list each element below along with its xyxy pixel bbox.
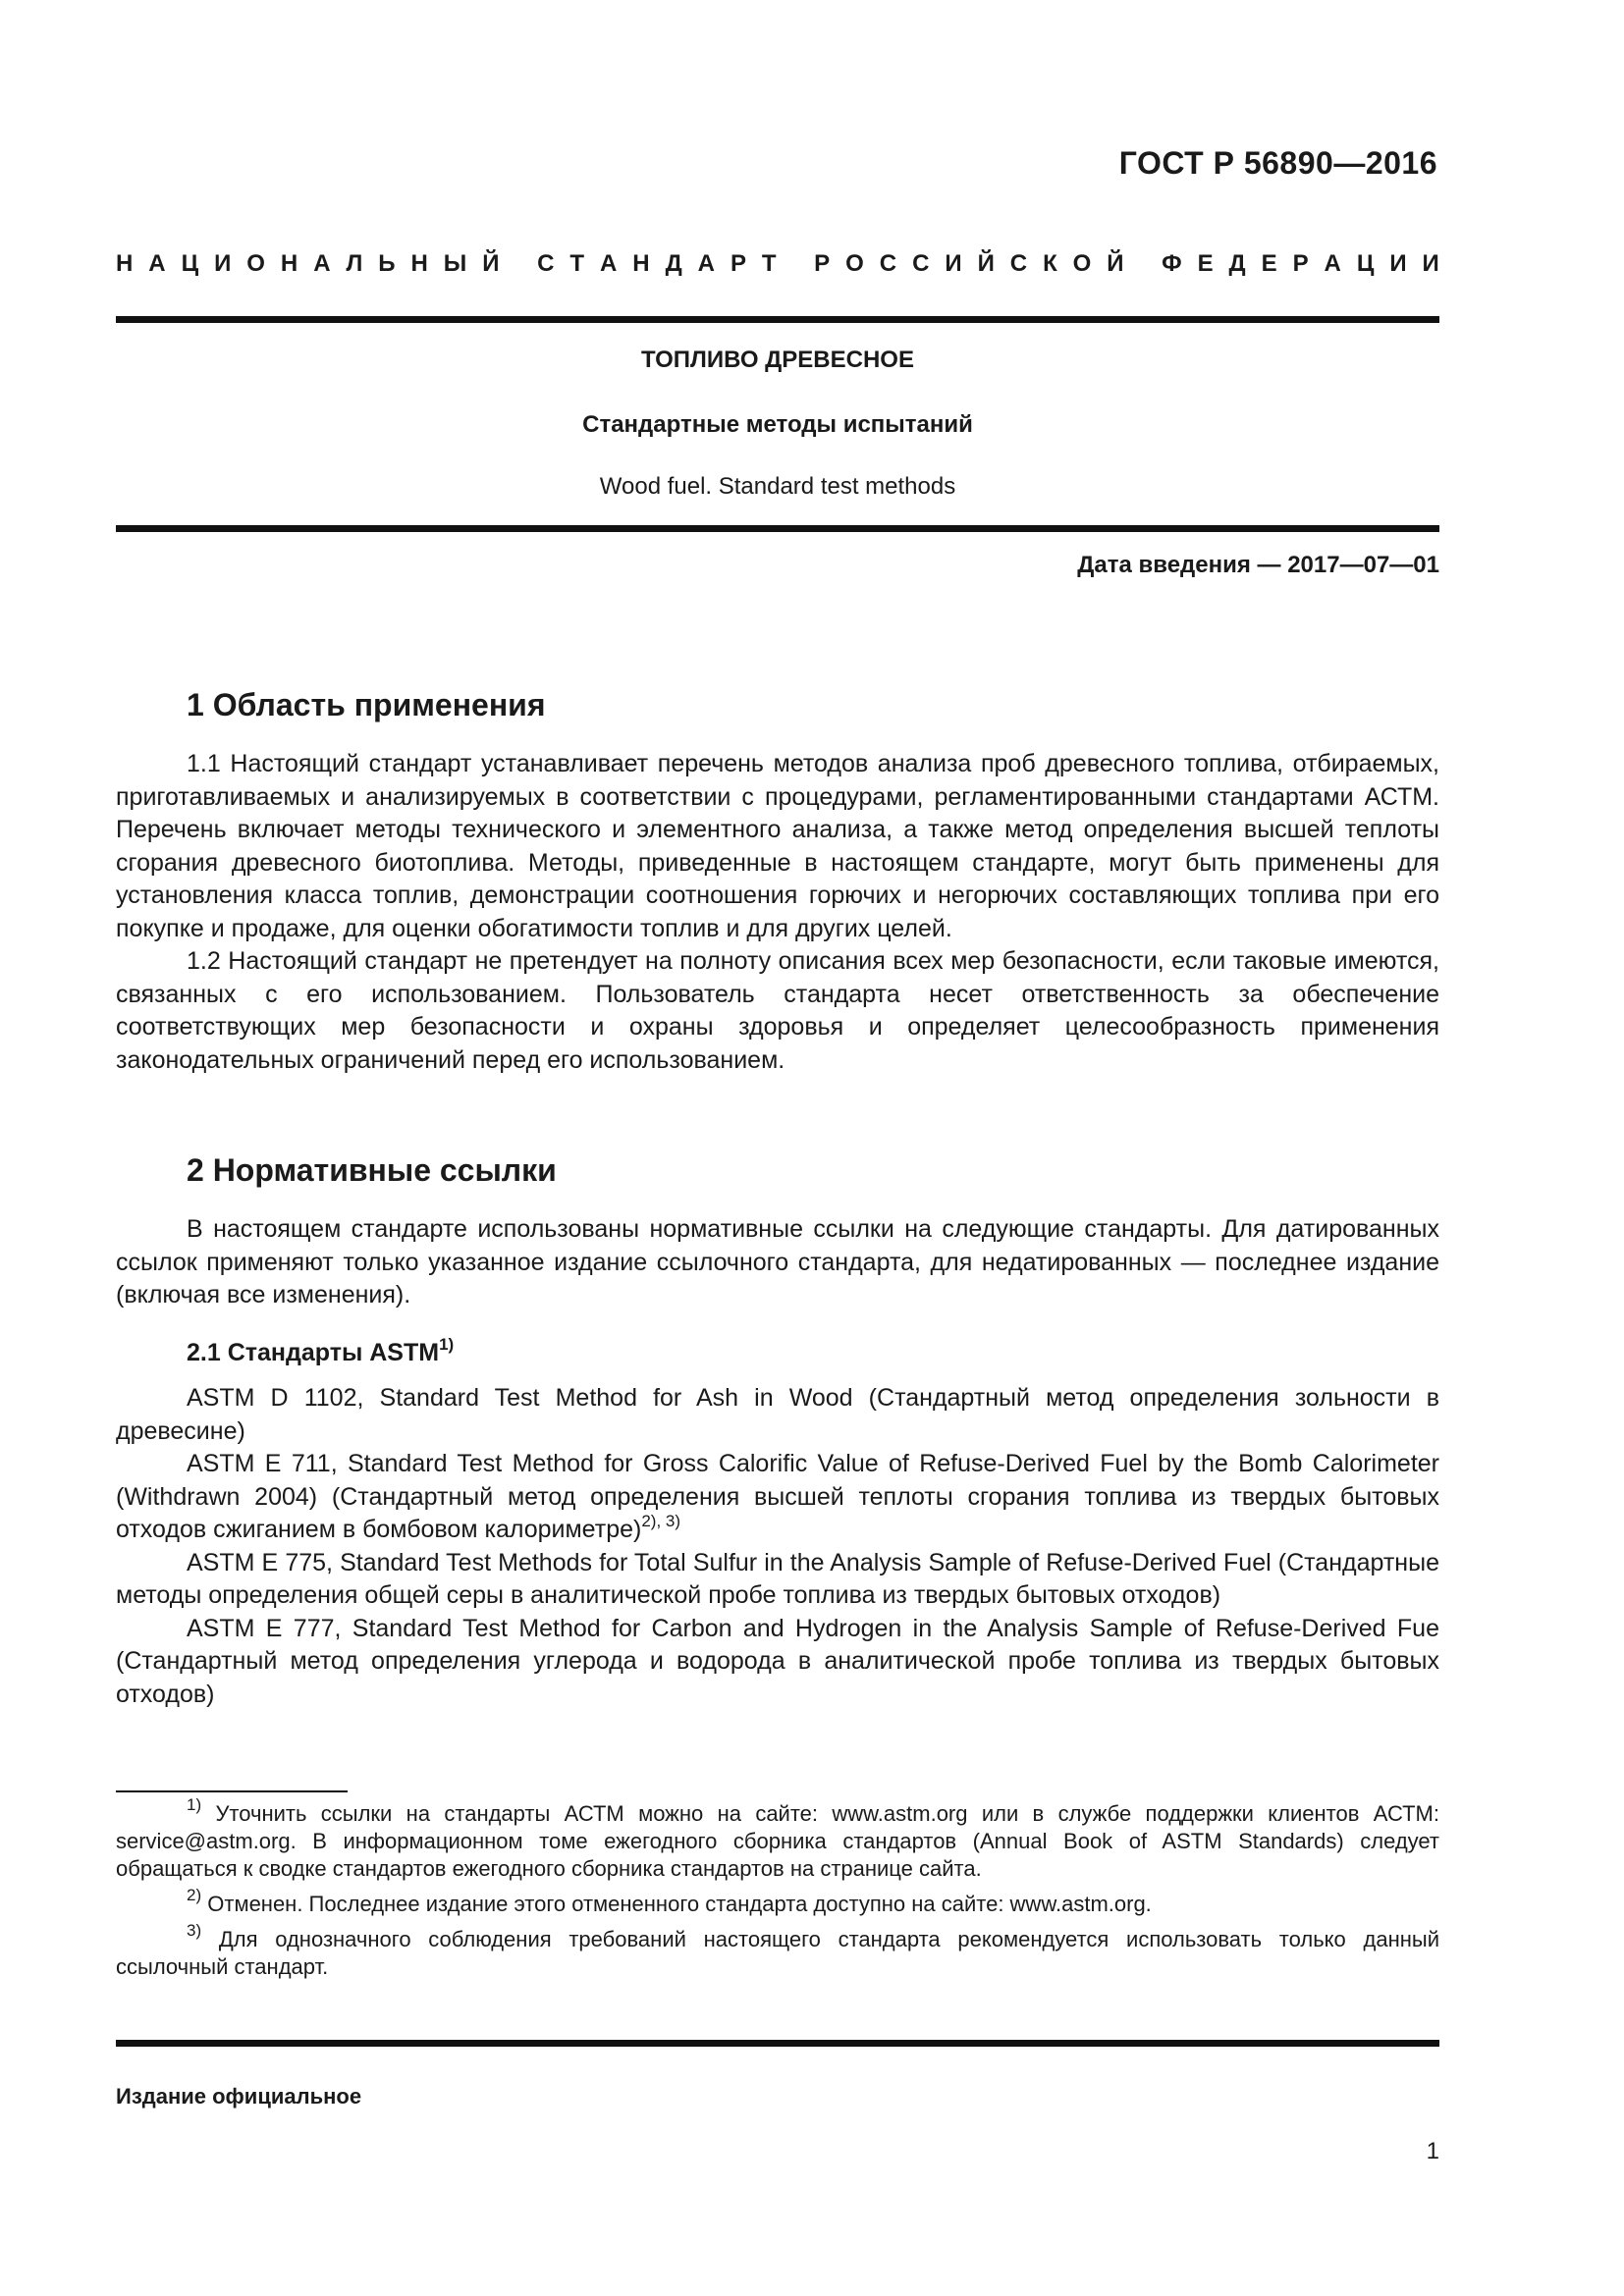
national-heading-letter: Й	[1107, 250, 1124, 277]
national-heading-letter: Ь	[378, 250, 396, 277]
paragraph-2-intro: В настоящем стандарте использованы нормативные ссылки на следующие стандарты. Для датированных ссылок применяют только указанное издание ссылочного стандарта, для недатированных — последнее издание (включая все изменения).	[116, 1215, 1439, 1308]
title-rule	[116, 525, 1439, 532]
national-heading-letter: Д	[1228, 250, 1246, 277]
national-heading-letter: Ы	[443, 250, 467, 277]
national-heading-letter: Л	[346, 250, 363, 277]
national-heading-letter: Н	[632, 250, 650, 277]
national-heading-letter: С	[537, 250, 555, 277]
document-title: ТОПЛИВО ДРЕВЕСНОЕ	[641, 347, 914, 373]
footnote-ref-1: 1)	[439, 1335, 455, 1354]
footnote-2	[116, 1886, 1439, 1918]
document-subtitle: Стандартные методы испытаний	[582, 411, 973, 438]
reference-astm-e711	[116, 1448, 1439, 1547]
reference-astm-d1102: ASTM D 1102, Standard Test Method for Ash in Wood (Стандартный метод определения зольности в древесине)	[116, 1384, 1439, 1445]
national-heading-letter: К	[1043, 250, 1057, 277]
national-heading-letter: А	[148, 250, 166, 277]
national-heading-letter: Е	[1197, 250, 1214, 277]
paragraph-1-2: 1.2 Настоящий стандарт не претендует на полноту описания всех мер безопасности, если таковые имеются, связанных с его использованием. Пользователь стандарта несет ответственность за обеспечение соответствующих мер безопасности и охраны здоровья и определяет целесообразность применения законодательных ограничений перед его использованием.	[116, 947, 1439, 1074]
footnote-ref-2-3: 2), 3)	[641, 1512, 681, 1530]
reference-astm-e711-text: ASTM E 711, Standard Test Method for Gross Calorific Value of Refuse-Derived Fuel by the Bomb Calorimeter (Withdrawn 2004) (Стандартный метод определения высшей теплоты сгорания топлива из твердых бытовых отходов сжиганием в бомбовом калориметре)	[116, 1450, 1439, 1543]
national-heading-letter	[792, 250, 799, 278]
national-heading-letter: Р	[730, 250, 746, 277]
official-edition-label: Издание официальное	[116, 2084, 362, 2109]
national-heading-letter: С	[879, 250, 897, 277]
national-heading-letter: И	[1389, 250, 1407, 277]
national-heading-letter: О	[1072, 250, 1092, 277]
footnote-separator	[116, 1790, 348, 1792]
section-2-heading: 2 Нормативные ссылки	[187, 1152, 557, 1188]
footnote-1-text: Уточнить ссылки на стандарты АСТМ можно на сайте: www.astm.org или в службе поддержки клиентов АСТМ: service@astm.org. В информационном томе ежегодного сборника стандартов (Annual Book of ASTM Standards) следует обращаться к сводке стандартов ежегодного сборника стандартов на странице сайта.	[116, 1801, 1439, 1881]
national-heading-letter: Ц	[1356, 250, 1375, 277]
national-heading-letter: А	[1324, 250, 1341, 277]
standard-code: ГОСТ Р 56890—2016	[1118, 145, 1437, 181]
paragraph-1-1: 1.1 Настоящий стандарт устанавливает перечень методов анализа проб древесного топлива, отбираемых, приготавливаемых и анализируемых в соответствии с процедурами, регламентированными стандартами АСТМ. Перечень включает методы технического и элементного анализа, а также метод определения высшей теплоты сгорания древесного биотоплива. Методы, приведенные в настоящем стандарте, могут быть применены для установления класса топлив, демонстрации соотношения горючих и негорючих составляющих топлива при его покупке и продаже, для оценки обогатимости топлив и для других целей.	[116, 750, 1439, 942]
introduction-date: Дата введения — 2017—07—01	[1077, 552, 1439, 578]
national-heading-letter: Н	[410, 250, 428, 277]
footnote-3-mark: 3)	[187, 1921, 202, 1940]
national-heading-letter: Д	[665, 250, 682, 277]
footnotes	[116, 1795, 1439, 1989]
national-heading-letter	[514, 250, 521, 278]
national-heading-letter: Е	[1261, 250, 1277, 277]
section-1-body	[116, 748, 1439, 1077]
national-heading-letter: А	[697, 250, 715, 277]
national-heading-letter: И	[214, 250, 232, 277]
national-heading-letter: Р	[814, 250, 831, 277]
national-standard-heading	[116, 250, 1439, 278]
document-title-english: Wood fuel. Standard test methods	[599, 473, 956, 500]
national-heading-letter: О	[845, 250, 864, 277]
national-heading-letter	[1140, 250, 1147, 278]
national-heading-letter: Ф	[1162, 250, 1182, 277]
section-1-heading: 1 Область применения	[187, 687, 546, 722]
national-heading-letter: И	[945, 250, 962, 277]
page-number: 1	[1426, 2138, 1439, 2164]
footnote-2-mark: 2)	[187, 1886, 202, 1904]
national-heading-letter: Ц	[181, 250, 199, 277]
national-heading-letter: А	[600, 250, 618, 277]
footnote-2-text: Отменен. Последнее издание этого отмененного стандарта доступно на сайте: www.astm.org.	[207, 1892, 1152, 1916]
national-heading-letter: О	[246, 250, 265, 277]
national-heading-letter: Н	[280, 250, 298, 277]
bottom-rule	[116, 2040, 1439, 2047]
national-heading-letter: А	[313, 250, 331, 277]
national-heading-letter: С	[1009, 250, 1028, 277]
footnote-3	[116, 1921, 1439, 1981]
national-heading-letter: Й	[977, 250, 995, 277]
footnote-1	[116, 1795, 1439, 1883]
national-heading-letter: Р	[1292, 250, 1309, 277]
subsection-2-1-title: 2.1 Стандарты ASTM	[187, 1339, 440, 1366]
section-2-intro	[116, 1213, 1439, 1312]
footnote-1-mark: 1)	[187, 1795, 202, 1814]
national-heading-letter: И	[1422, 250, 1439, 277]
national-heading-letter: С	[912, 250, 930, 277]
reference-astm-e775: ASTM E 775, Standard Test Methods for Total Sulfur in the Analysis Sample of Refuse-Derived Fuel (Стандартные методы определения общей серы в аналитической пробе топлива из твердых бытовых отходов)	[116, 1548, 1439, 1609]
top-rule	[116, 316, 1439, 323]
reference-astm-e777: ASTM E 777, Standard Test Method for Carbon and Hydrogen in the Analysis Sample of Refuse-Derived Fue (Стандартный метод определения углерода и водорода в аналитической пробе топлива из твердых бытовых отходов)	[116, 1614, 1439, 1708]
astm-references	[116, 1382, 1439, 1711]
national-heading-letter: Т	[761, 250, 777, 277]
subsection-2-1-heading	[187, 1335, 455, 1367]
national-heading-letter: Т	[569, 250, 585, 277]
national-heading-letter: Н	[116, 250, 134, 277]
national-heading-letter: Й	[482, 250, 500, 277]
footnote-3-text: Для однозначного соблюдения требований настоящего стандарта рекомендуется использовать только данный ссылочный стандарт.	[116, 1927, 1439, 1979]
